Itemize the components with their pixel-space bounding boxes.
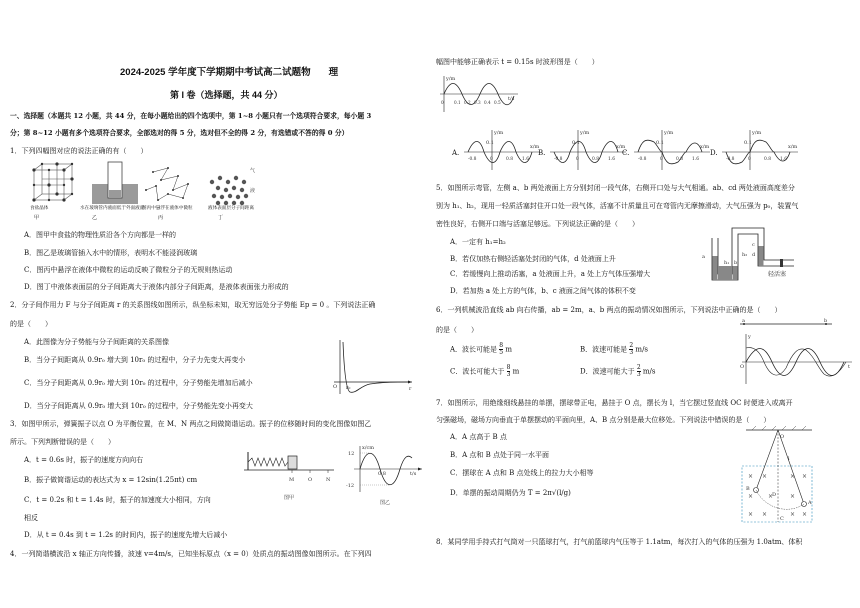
svg-text:N: N — [326, 477, 331, 483]
q6-option-a[interactable]: A．波长可能是 $\frac{8}{5}$ m — [450, 342, 512, 356]
svg-text:×: × — [748, 473, 754, 480]
q7-option-b[interactable]: B．A 点和 B 点处于同一水平面 — [450, 451, 550, 459]
svg-text:r₀: r₀ — [346, 385, 351, 391]
q4-option-b-label[interactable]: B. — [538, 149, 546, 157]
q4-option-b-graph[interactable] — [548, 128, 628, 172]
q4-option-c-label[interactable]: C. — [622, 149, 630, 157]
q1-option-a[interactable]: A．图甲中食盐的物理性质沿各个方向都是一样的 — [24, 231, 177, 239]
svg-text:a: a — [742, 318, 745, 324]
svg-text:0: 0 — [576, 157, 579, 162]
svg-text:0.8: 0.8 — [676, 157, 683, 162]
svg-text:t: t — [848, 364, 851, 370]
svg-text:C: C — [780, 516, 784, 522]
svg-text:D: D — [772, 492, 777, 498]
svg-text:t/s: t/s — [508, 96, 515, 102]
svg-text:-0.8: -0.8 — [638, 157, 647, 162]
svg-text:轻活塞: 轻活塞 — [768, 271, 787, 278]
q4-option-c-graph[interactable] — [632, 128, 712, 172]
svg-text:h₁: h₁ — [724, 260, 730, 266]
svg-text:×: × — [768, 493, 774, 500]
q5-bent-tube-figure — [698, 226, 798, 288]
q3-stem2: 所示。下列判断错误的是（ ） — [10, 438, 115, 446]
q5-stem: 5．如图所示弯管，左侧 a、b 两处液面上方分别封闭一段气体，右侧开口处与大气相通。ab、cd 两处液面高度差分 — [436, 184, 795, 192]
paper-title: 2024-2025 学年度下学期期中考试高二试题物 理 — [120, 67, 339, 78]
svg-text:×: × — [790, 473, 796, 480]
q6-option-b[interactable]: B．波速可能是 $\frac{2}{3}$ m/s — [580, 342, 649, 356]
salt-crystal-figure — [32, 162, 73, 201]
svg-text:h₂: h₂ — [742, 252, 748, 258]
q2-option-b[interactable]: B．当分子间距离从 0.9r₀ 增大到 10r₀ 的过程中，分子力先变大再变小 — [24, 356, 246, 364]
svg-text:B: B — [746, 486, 750, 492]
q4-option-a-label[interactable]: A. — [452, 149, 460, 157]
svg-text:0: 0 — [490, 157, 493, 162]
svg-text:图甲: 图甲 — [284, 495, 295, 501]
q4-option-a-graph[interactable] — [462, 128, 542, 172]
svg-text:x/m: x/m — [788, 144, 798, 150]
svg-text:图乙: 图乙 — [380, 500, 391, 506]
svg-text:0.1: 0.1 — [454, 100, 461, 105]
svg-text:-12: -12 — [346, 483, 355, 489]
svg-text:M: M — [289, 477, 295, 483]
svg-text:x/m: x/m — [530, 144, 540, 150]
svg-text:液: 液 — [250, 188, 256, 194]
svg-text:×: × — [748, 511, 754, 518]
q1-option-c[interactable]: C．图丙中悬浮在液体中微粒的运动反映了微粒分子的无规则热运动 — [24, 266, 233, 274]
svg-text:y/m: y/m — [752, 130, 762, 136]
q4-vibration-graph — [436, 74, 520, 114]
svg-text:-0.8: -0.8 — [726, 157, 735, 162]
svg-text:O: O — [780, 434, 785, 440]
q8-stem: 8．某同学用手持式打气筒对一只篮球打气，打气前篮球内气压等于 1.1atm，每次打入的气体的压强为 1.0atm、体积 — [436, 538, 803, 546]
svg-text:气: 气 — [250, 168, 256, 174]
svg-text:O: O — [308, 477, 313, 483]
svg-text:O: O — [740, 364, 745, 370]
svg-text:1.6: 1.6 — [692, 157, 699, 162]
q2-option-d[interactable]: D．当分子间距离从 0.9r₀ 增大到 10r₀ 的过程中，分子势能先变小再变大 — [24, 402, 253, 410]
svg-text:0.4: 0.4 — [484, 100, 491, 105]
q5-option-c[interactable]: C．若缓慢向上推动活塞，a 处液面上升，a 处上方气体压强增大 — [450, 270, 651, 278]
q7-stem: 7．如图所示，用绝缘细线悬挂的单摆，摆球带正电，悬挂于 O 点，摆长为 l，当它摆过竖直线 OC 时便进入或离开 — [436, 399, 793, 407]
svg-text:×: × — [790, 511, 796, 518]
instructions-line2: 分；第 8~12 小题有多个选项符合要求，全部选对的得 5 分，选对但不全的得 2 分，有选错或不答的得 0 分） — [10, 129, 349, 137]
svg-text:×: × — [802, 511, 808, 518]
svg-text:0.3: 0.3 — [474, 100, 481, 105]
q4-stem-cont: 幅图中能够正确表示 t = 0.15s 时波形图是（ ） — [436, 58, 599, 66]
q4-option-d-label[interactable]: D. — [710, 149, 718, 157]
q1-option-b[interactable]: B．图乙是玻璃管插入水中的情形，表明水不能浸润玻璃 — [24, 249, 198, 257]
q1-figures — [28, 160, 268, 222]
surface-layer-figure — [210, 167, 255, 205]
svg-text:0.1: 0.1 — [656, 140, 664, 146]
svg-text:0: 0 — [441, 100, 444, 105]
svg-text:r: r — [409, 386, 412, 392]
q7-pendulum-figure — [732, 426, 832, 526]
svg-text:-0.8: -0.8 — [468, 157, 477, 162]
svg-text:1.6: 1.6 — [522, 157, 529, 162]
q1-stem: 1．下列四幅图对应的说法正确的有（ ） — [10, 147, 148, 155]
svg-text:-0.8: -0.8 — [554, 157, 563, 162]
q3-option-c[interactable]: C．t = 0.2s 和 t = 1.4s 时，振子的加速度大小相同，方向 — [24, 496, 211, 504]
svg-text:0.8: 0.8 — [378, 471, 386, 477]
q2-option-c[interactable]: C．当分子间距离从 0.9r₀ 增大到 10r₀ 的过程中，分子势能先增加后减小 — [24, 379, 253, 387]
svg-text:b: b — [734, 260, 738, 266]
svg-text:0.1: 0.1 — [486, 140, 494, 146]
svg-text:0.1: 0.1 — [744, 140, 752, 146]
q2-force-graph — [326, 338, 416, 398]
svg-text:×: × — [790, 493, 796, 500]
q1-option-d[interactable]: D．图丁中液体表面层的分子间距离大于液体内部分子间距离，是液体表面张力形成的 — [24, 283, 289, 291]
svg-text:12: 12 — [348, 451, 355, 457]
svg-text:0.2: 0.2 — [464, 100, 471, 105]
q6-stem-label: 的是（ ） — [436, 326, 478, 334]
svg-text:1.6: 1.6 — [780, 157, 787, 162]
section-heading: 第 I 卷（选择题，共 44 分） — [170, 90, 283, 100]
svg-text:y/m: y/m — [664, 130, 674, 136]
svg-text:×: × — [762, 473, 768, 480]
q7-option-a[interactable]: A．A 点高于 B 点 — [450, 433, 507, 441]
svg-text:l: l — [788, 456, 790, 462]
instructions-line1: 一、选择题（本题共 12 小题，共 44 分，在每小题给出的四个选项中，第 1~8 小题只有一个选项符合要求，每小题 3 — [10, 112, 372, 120]
svg-text:t/s: t/s — [410, 471, 417, 477]
svg-text:×: × — [762, 511, 768, 518]
svg-text:y: y — [748, 334, 751, 340]
q6-option-c[interactable]: C．波长可能大于 $\frac{8}{3}$ m — [450, 364, 520, 378]
q2-stem: 2．分子间作用力 F 与分子间距离 r 的关系图线如图所示，纵坐标未知，取无穷远处分子势能 Ep = 0 。下列说法正确 — [10, 301, 376, 309]
svg-text:c: c — [752, 242, 755, 248]
q7-stem2: 匀强磁场，磁场方向垂直于单摆摆动的平面向里，A、B 点分别是最大位移处。下列说法中错误的是（ ） — [436, 416, 771, 424]
q4-stem: 4．一列简谐横波沿 x 轴正方向传播，波速 v=4m/s，已知坐标原点（x = 0）处质点的振动图像如图所示。在下列四 — [10, 550, 372, 558]
svg-text:1.6: 1.6 — [608, 157, 615, 162]
q5-stem2: 别为 h₁、h₂，现用一轻质活塞封住开口处一段气体，活塞不计质量且可在弯管内无摩擦滑动，大气压强为 p₀，装置气 — [436, 202, 799, 210]
svg-text:×: × — [802, 473, 808, 480]
q5-option-b[interactable]: B．若仅加热右侧轻活塞处封闭的气体，d 处液面上升 — [450, 255, 616, 263]
q6-option-d[interactable]: D．波速可能大于 $\frac{2}{3}$ m/s — [580, 364, 656, 378]
svg-text:0.8: 0.8 — [592, 157, 599, 162]
svg-text:0.1: 0.1 — [572, 140, 580, 146]
q6-stem: 6．一列机械波沿直线 ab 向右传播，ab = 2m，a、b 两点的振动情况如图所示，下列说法中正确的是（ ） — [436, 306, 782, 314]
svg-text:0: 0 — [748, 157, 751, 162]
q3-option-c-cont: 相反 — [24, 514, 38, 522]
q7-option-c[interactable]: C．摆球在 A 点和 B 点处线上的拉力大小相等 — [450, 469, 594, 477]
svg-text:0.5: 0.5 — [494, 100, 501, 105]
q3-figures — [244, 444, 424, 510]
svg-text:0: 0 — [660, 157, 663, 162]
displacement-graph — [346, 445, 422, 506]
q5-option-a[interactable]: A．一定有 h₁=h₂ — [450, 238, 506, 246]
q2-option-a[interactable]: A．此图像为分子势能与分子间距离的关系图像 — [24, 338, 170, 346]
svg-text:d: d — [752, 252, 756, 258]
q3-option-d[interactable]: D．从 t = 0.4s 到 t = 1.2s 的时间内，振子的速度先增大后减小 — [24, 531, 228, 539]
svg-text:x/m: x/m — [616, 144, 626, 150]
svg-text:y/m: y/m — [446, 76, 456, 82]
svg-text:x/m: x/m — [700, 144, 710, 150]
q3-stem: 3．如图甲所示，弹簧振子以点 O 为平衡位置，在 M、N 两点之间做简谐运动。振子的位移随时间的变化图像如图乙 — [10, 420, 372, 428]
svg-text:0.8: 0.8 — [764, 157, 771, 162]
svg-text:0.8: 0.8 — [506, 157, 513, 162]
q3-option-a[interactable]: A．t = 0.6s 时，振子的速度方向向右 — [24, 456, 144, 464]
svg-text:b: b — [824, 318, 828, 324]
svg-text:x/cm: x/cm — [362, 445, 375, 451]
glass-tube-figure — [92, 162, 138, 204]
q6-wave-figure — [736, 318, 856, 388]
spring-oscillator-figure — [244, 452, 334, 501]
q2-stem2: 的是（ ） — [10, 320, 52, 328]
svg-text:y/m: y/m — [494, 130, 504, 136]
svg-text:a: a — [702, 254, 705, 260]
q7-option-d[interactable]: D．单摆的振动周期仍为 T = 2π√(l/g) — [450, 489, 571, 497]
svg-text:A: A — [808, 500, 812, 506]
svg-text:O: O — [333, 384, 338, 390]
q5-stem3: 密性良好，右侧开口端与活塞足够远。下列说法正确的是（ ） — [436, 220, 639, 228]
q5-option-d[interactable]: D．若加热 a 处上方的气体，b、c 液面之间气体的体积不变 — [450, 287, 636, 295]
q3-option-b[interactable]: B．振子做简谐运动的表达式为 x = 12sin(1.25πt) cm — [24, 476, 198, 484]
svg-text:y/m: y/m — [580, 130, 590, 136]
svg-text:×: × — [748, 493, 754, 500]
q4-option-d-graph[interactable] — [720, 128, 800, 172]
brownian-motion-figure — [145, 167, 189, 201]
